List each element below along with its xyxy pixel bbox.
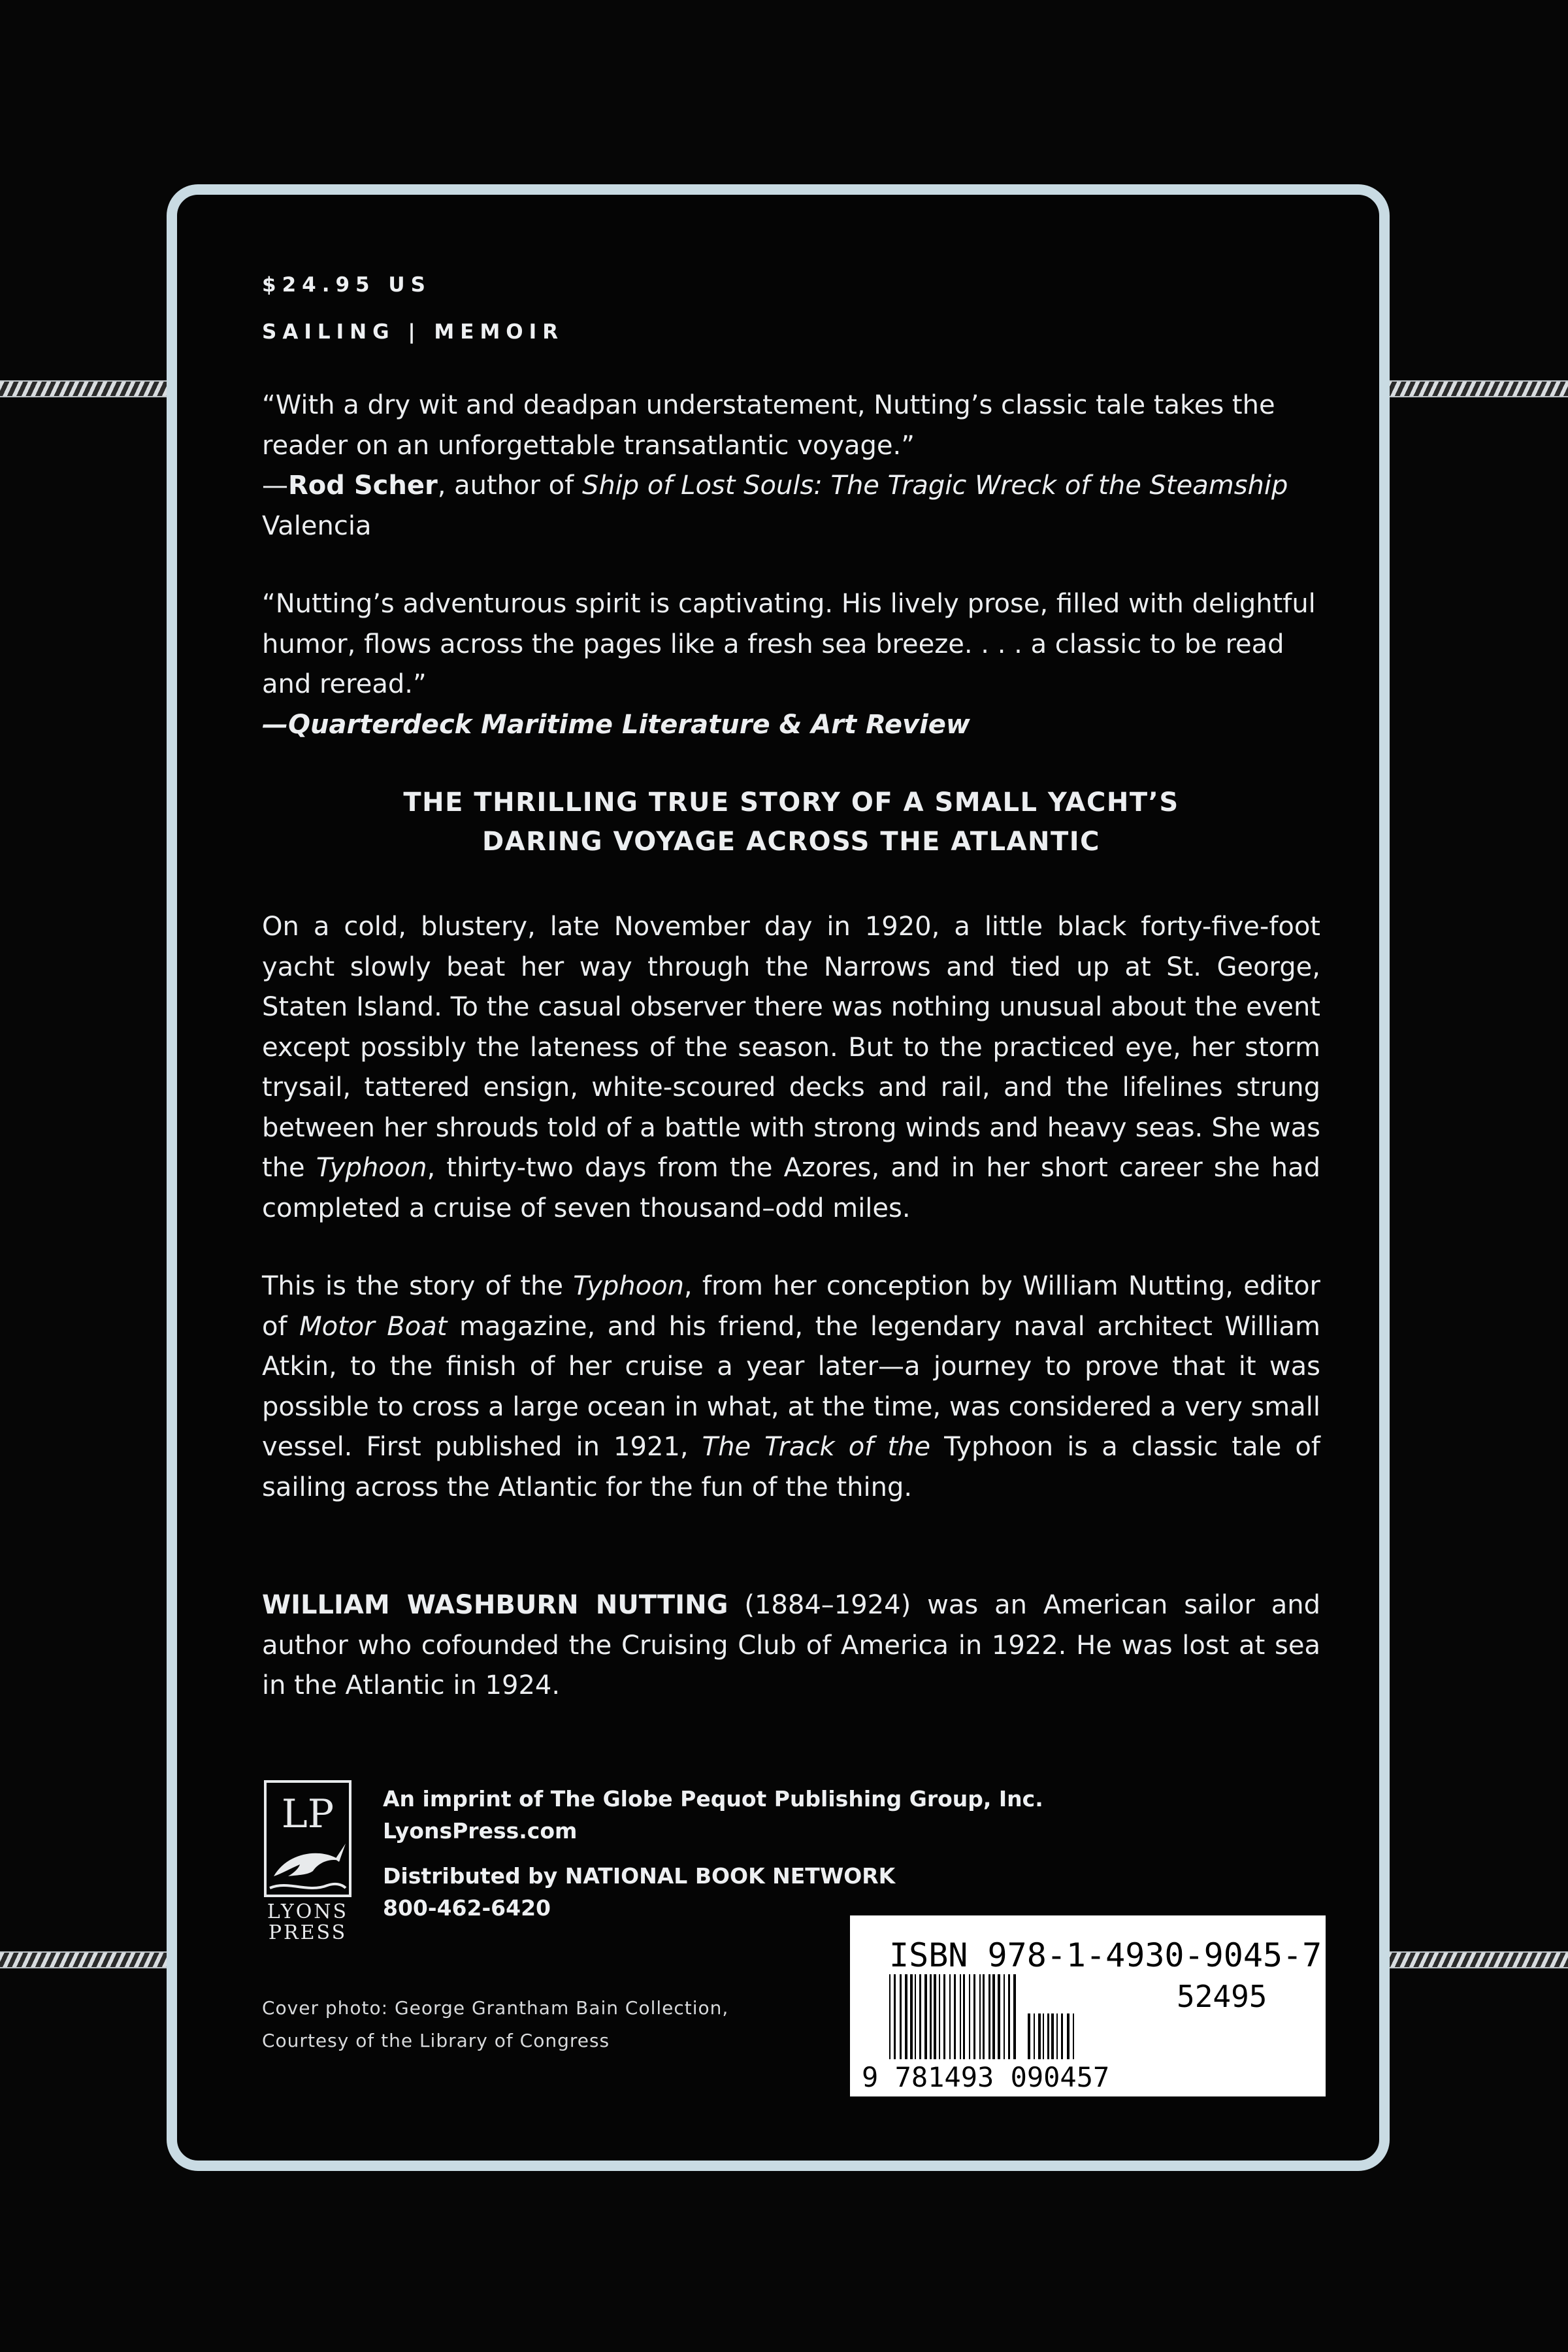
imprint-info	[383, 1783, 1043, 1924]
rope-left-top	[0, 380, 169, 397]
barcode-bar	[992, 1974, 995, 2059]
p2-text-c: , from her conception by William Nutting, editor of	[262, 1271, 1321, 1342]
author-bio-text: (1884–1924) was an American sailor and author who cofounded the Cruising Club of America in 1922. He was lost at sea in the Atlantic in 1924.	[262, 1590, 1320, 1700]
barcode-bar	[1043, 2013, 1044, 2059]
rope-left-bottom	[0, 1951, 169, 1968]
barcode-digits: 9 781493 090457	[862, 2061, 1110, 2093]
barcode-bar	[1034, 2013, 1035, 2059]
logo-line-2: PRESS	[268, 1921, 348, 1943]
p2-text-g: Typhoon is a classic tale of sailing across the Atlantic for the fun of the thing.	[262, 1432, 1320, 1502]
imprint-phone: 800-462-6420	[383, 1895, 551, 1921]
price-code-text: 52495	[1177, 1979, 1267, 2014]
blurb-2-source: —Quarterdeck Maritime Literature & Art Review	[262, 709, 970, 740]
barcode-bar	[1028, 2013, 1030, 2059]
barcode-bar	[889, 1974, 890, 2059]
barcode-bar	[983, 1974, 985, 2059]
photo-credit-line-1: Cover photo: George Grantham Bain Collection,	[262, 1997, 729, 2019]
blurb-1-tail: Valencia	[262, 510, 372, 541]
barcode-bar	[1038, 2013, 1041, 2059]
barcode-bar	[960, 1974, 961, 2059]
category: SAILING | MEMOIR	[262, 320, 564, 344]
heading-line-1: THE THRILLING TRUE STORY OF A SMALL YACHT’S	[403, 787, 1179, 818]
barcode-bar	[1056, 2013, 1058, 2059]
lyons-press-logo	[262, 1778, 353, 1943]
barcode-bar	[939, 1974, 940, 2059]
isbn-text: ISBN 978-1-4930-9045-7	[889, 1936, 1322, 1974]
barcode-bar	[998, 1974, 1000, 2059]
barcode-bar	[943, 1974, 945, 2059]
barcode-bar	[973, 1974, 975, 2059]
barcode-bar	[915, 1974, 916, 2059]
barcode-bars	[889, 1974, 1074, 2059]
p2-magazine-name: Motor Boat	[299, 1311, 448, 1342]
rope-right-top	[1388, 380, 1568, 397]
photo-credit	[262, 1992, 728, 2057]
p2-book-title: The Track of the	[702, 1432, 931, 1462]
barcode-bar	[979, 1974, 981, 2059]
barcode-graphic	[850, 1915, 1326, 2096]
p2-yacht-name: Typhoon	[573, 1271, 684, 1301]
barcode-bar	[1073, 2013, 1074, 2059]
imprint-line-1: An imprint of The Globe Pequot Publishing Group, Inc.	[383, 1786, 1043, 1812]
barcode-bar	[1004, 1974, 1005, 2059]
barcode-bar	[894, 1974, 896, 2059]
barcode-bar	[1067, 2013, 1070, 2059]
barcode-bar	[954, 1974, 956, 2059]
barcode-bar	[1013, 1974, 1016, 2059]
barcode-bar	[900, 1974, 902, 2059]
blurb-2-quote: “Nutting’s adventurous spirit is captivating. His lively prose, filled with delightful humor, flows across the pages like a fresh sea breeze. . . . a classic to be read and reread.”	[262, 589, 1316, 699]
barcode-bar	[963, 1974, 965, 2059]
p1-text-c: , thirty-two days from the Azores, and in her short career she had completed a cruise of seven thousand–odd miles.	[262, 1153, 1321, 1223]
isbn-barcode	[850, 1915, 1326, 2096]
barcode-bar	[919, 1974, 921, 2059]
blurb-1-author: Rod Scher	[288, 471, 438, 501]
blurb-2	[262, 584, 1320, 745]
blurb-1-mid: , author of	[437, 471, 582, 501]
description-paragraph-2	[262, 1267, 1320, 1508]
blurb-1-work: Ship of Lost Souls: The Tragic Wreck of the Steamship	[581, 471, 1288, 501]
barcode-bar	[1061, 2013, 1063, 2059]
barcode-bar	[1008, 1974, 1010, 2059]
imprint-line-3: Distributed by NATIONAL BOOK NETWORK	[383, 1863, 896, 1889]
dolphin-logo-icon	[262, 1778, 353, 1943]
logo-line-1: LYONS	[267, 1900, 349, 1923]
p1-yacht-name: Typhoon	[316, 1153, 427, 1183]
p2-text-a: This is the story of the	[262, 1271, 574, 1301]
barcode-bar	[930, 1974, 932, 2059]
blurb-1	[262, 386, 1320, 546]
barcode-bar	[1051, 2013, 1054, 2059]
author-name: WILLIAM WASHBURN NUTTING	[262, 1590, 728, 1620]
barcode-bar	[924, 1974, 927, 2059]
barcode-bar	[949, 1974, 951, 2059]
barcode-bar	[934, 1974, 936, 2059]
barcode-bar	[1047, 2013, 1049, 2059]
barcode-bar	[910, 1974, 913, 2059]
back-cover-panel	[167, 184, 1390, 2171]
description-paragraph-1	[262, 907, 1320, 1229]
rope-right-bottom	[1388, 1951, 1568, 1968]
barcode-bar	[988, 1974, 990, 2059]
barcode-bar	[969, 1974, 970, 2059]
imprint-website: LyonsPress.com	[383, 1818, 578, 1844]
blurb-1-quote: “With a dry wit and deadpan understatement, Nutting’s classic tale takes the reader on an unforgettable transatlantic voyage.”	[262, 390, 1275, 461]
p2-text-e: magazine, and his friend, the legendary naval architect William Atkin, to the finish of her cruise a year later—a journey to prove that it was possible to cross a large ocean in what, at the time, was considered a very small vessel. First published in 1921,	[262, 1311, 1320, 1462]
logo-letters: LP	[281, 1791, 335, 1837]
price: $24.95 US	[262, 273, 431, 297]
dash: —	[262, 471, 288, 501]
p1-text-a: On a cold, blustery, late November day in 1920, a little black forty-five-foot yacht slowly beat her way through the Narrows and tied up at St. George, Staten Island. To the casual observer there was nothing unusual about the event except possibly the lateness of the season. But to the practiced eye, her storm trysail, tattered ensign, white-scoured decks and rail, and the lifelines strung between her shrouds told of a battle with strong winds and heavy seas. She was the	[262, 912, 1320, 1183]
barcode-bar	[905, 1974, 907, 2059]
author-bio	[262, 1585, 1320, 1706]
blurb-1-attribution	[262, 466, 1320, 546]
photo-credit-line-2: Courtesy of the Library of Congress	[262, 2030, 610, 2051]
section-heading	[262, 783, 1320, 861]
heading-line-2: DARING VOYAGE ACROSS THE ATLANTIC	[482, 827, 1101, 857]
